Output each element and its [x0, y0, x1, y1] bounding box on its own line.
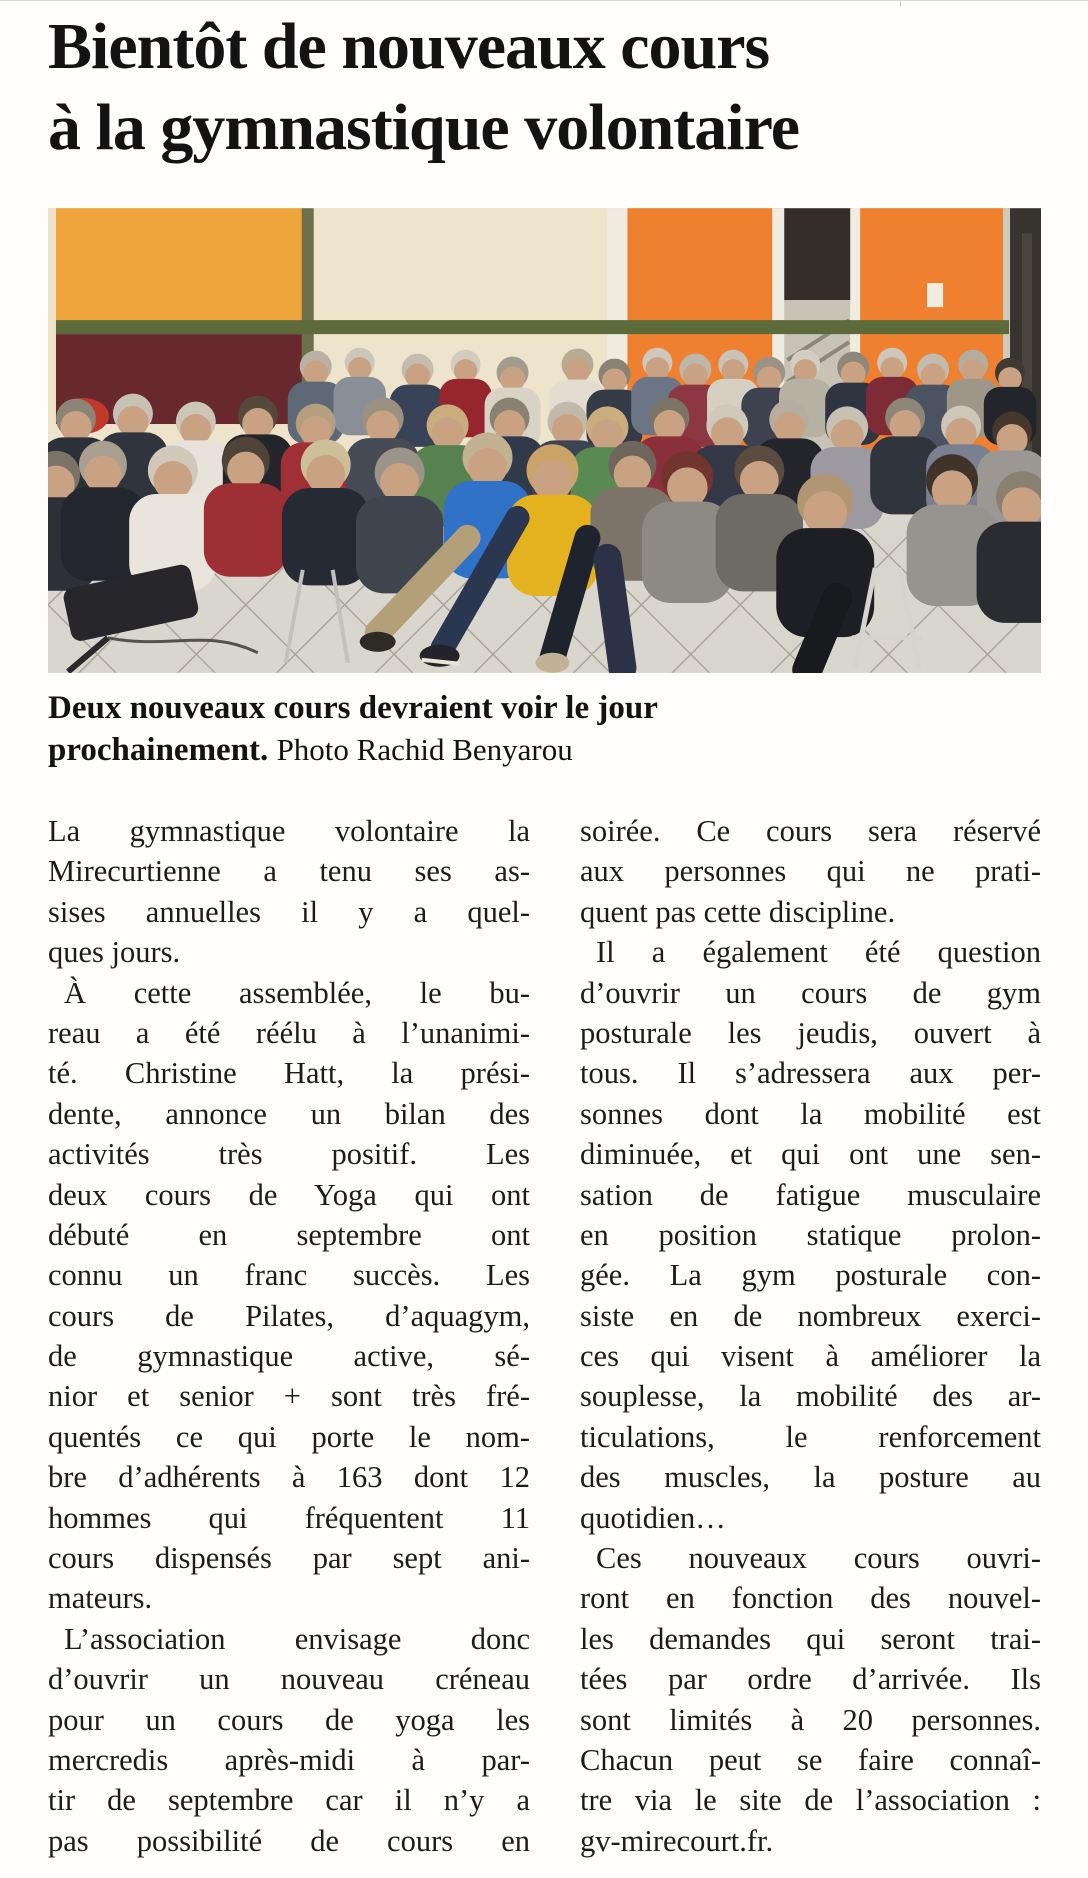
body-line: les demandes qui seront trai- [580, 1621, 1041, 1656]
body-line: cours dispensés par sept ani- [48, 1541, 530, 1576]
headline-line-2: à la gymnastique volontaire [48, 91, 799, 164]
body-line: L’association envisage donc [64, 1621, 530, 1656]
article-body [48, 811, 1041, 1861]
body-line: ticulations, le renforcement [580, 1419, 1041, 1454]
photo-caption [48, 688, 788, 771]
light-switch [927, 283, 943, 307]
body-column-right [580, 811, 1041, 1861]
article [0, 6, 1088, 1861]
body-line: gv-mirecourt.fr. [580, 1823, 774, 1858]
body-line: d’ouvrir un cours de gym [580, 975, 1041, 1010]
body-line: en position statique prolon- [580, 1217, 1041, 1252]
body-line: aux personnes qui ne prati- [580, 854, 1041, 889]
caption-text: Deux nouveaux cours devraient voir le jour prochainement. [48, 690, 658, 768]
body-line: de gymnastique active, sé- [48, 1339, 530, 1374]
body-line: pour un cours de yoga les [48, 1702, 530, 1737]
body-line: posturale les jeudis, ouvert à [580, 1015, 1041, 1050]
body-line: À cette assemblée, le bu- [64, 975, 530, 1010]
body-line: souplesse, la mobilité des ar- [580, 1379, 1041, 1414]
body-line: té. Christine Hatt, la prési- [48, 1056, 530, 1091]
body-line: Chacun peut se faire connaî- [580, 1742, 1041, 1777]
body-line: des muscles, la posture au [580, 1460, 1041, 1495]
body-line: ront en fonction des nouvel- [580, 1581, 1041, 1616]
body-line: ques jours. [48, 935, 181, 970]
body-line: mercredis après-midi à par- [48, 1742, 530, 1777]
body-line: tre via le site de l’association : [580, 1783, 1041, 1818]
body-line: cours de Pilates, d’aquagym, [48, 1298, 530, 1333]
body-line: diminuée, et qui ont une sen- [580, 1137, 1041, 1172]
caption-credit: Photo Rachid Benyarou [276, 732, 573, 767]
body-line: ces qui visent à améliorer la [580, 1339, 1041, 1374]
body-line: soirée. Ce cours sera réservé [580, 814, 1041, 848]
body-line: quotidien… [580, 1500, 726, 1535]
body-line: quentés ce qui porte le nom- [48, 1419, 530, 1454]
body-line: nior et senior + sont très fré- [48, 1379, 530, 1414]
body-line: sation de fatigue musculaire [580, 1177, 1041, 1212]
body-line: reau a été réélu à l’unanimi- [48, 1015, 530, 1050]
body-line: d’ouvrir un nouveau créneau [48, 1662, 530, 1697]
doorway [784, 208, 852, 300]
body-line: bre d’adhérents à 163 dont 12 [48, 1460, 530, 1495]
body-line: débuté en septembre ont [48, 1217, 530, 1252]
article-photo [48, 208, 1041, 673]
article-headline [48, 6, 1041, 168]
body-line: tous. Il s’adressera aux per- [580, 1056, 1041, 1091]
photo-illustration [48, 208, 1041, 673]
body-line: hommes qui fréquentent 11 [48, 1500, 530, 1535]
headline-line-1: Bientôt de nouveaux cours [48, 10, 770, 83]
body-line: mateurs. [48, 1581, 153, 1616]
body-column-left [48, 811, 530, 1861]
body-line: siste en de nombreux exerci- [580, 1298, 1041, 1333]
body-line: tées par ordre d’arrivée. Ils [580, 1662, 1041, 1697]
body-line: sises annuelles il y a quel- [48, 894, 530, 929]
body-line: La gymnastique volontaire la [48, 814, 530, 848]
body-line: sont limités à 20 personnes. [580, 1702, 1041, 1737]
page-top-rule [0, 0, 1088, 1]
body-line: dente, annonce un bilan des [48, 1096, 530, 1131]
body-line: gée. La gym posturale con- [580, 1258, 1041, 1293]
body-line: Il a également été question [596, 935, 1041, 970]
body-line: quent pas cette discipline. [580, 894, 896, 929]
body-line: tir de septembre car il n’y a [48, 1783, 530, 1818]
body-line: connu un franc succès. Les [48, 1258, 530, 1293]
body-line: sonnes dont la mobilité est [580, 1096, 1041, 1131]
body-line: Mirecurtienne a tenu ses as- [48, 854, 530, 889]
body-line: pas possibilité de cours en [48, 1823, 530, 1858]
body-line: Ces nouveaux cours ouvri- [596, 1541, 1041, 1576]
tan-boot [536, 653, 570, 673]
page-top-tick [900, 0, 901, 7]
body-line: activités très positif. Les [48, 1137, 530, 1172]
wall-stripe [56, 320, 1009, 334]
body-line: deux cours de Yoga qui ont [48, 1177, 530, 1212]
